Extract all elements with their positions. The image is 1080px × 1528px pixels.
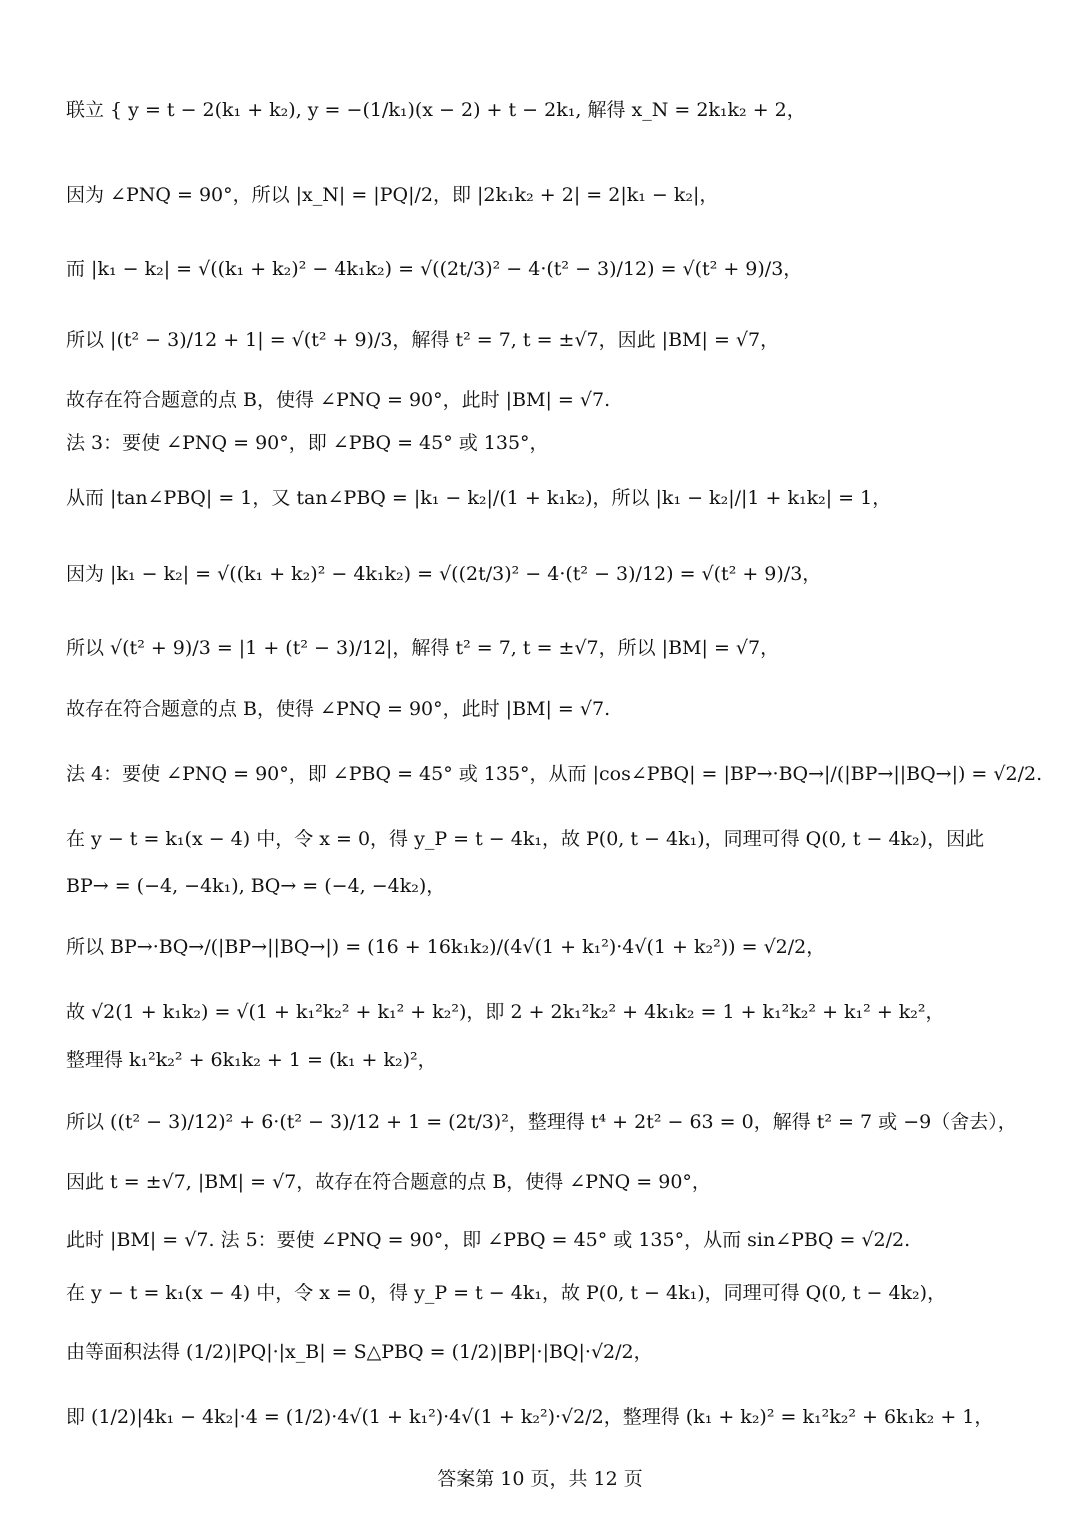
text-line: 在 y − t = k₁(x − 4) 中，令 x = 0，得 y_P = t − 4k₁，故 P(0, t − 4k₁)，同理可得 Q(0, t − 4k₂)，因此 <box>66 828 985 850</box>
text-line: 因为 ∠PNQ = 90°，所以 |x_N| = |PQ|/2，即 |2k₁k₂ + 2| = 2|k₁ − k₂|， <box>66 184 719 206</box>
text-line: 所以 ((t² − 3)/12)² + 6·(t² − 3)/12 + 1 = (2t/3)²，整理得 t⁴ + 2t² − 63 = 0，解得 t² = 7 或 −9（舍去）， <box>66 1111 1017 1133</box>
text-line: 由等面积法得 (1/2)|PQ|·|x_B| = S△PBQ = (1/2)|BP|·|BQ|·√2/2， <box>66 1341 653 1363</box>
text-line: 即 (1/2)|4k₁ − 4k₂|·4 = (1/2)·4√(1 + k₁²)·4√(1 + k₂²)·√2/2，整理得 (k₁ + k₂)² = k₁²k₂² + 6k₁k₂ + 1， <box>66 1406 994 1428</box>
text-line: 此时 |BM| = √7. 法 5：要使 ∠PNQ = 90°，即 ∠PBQ = 45° 或 135°，从而 sin∠PBQ = √2/2. <box>66 1229 911 1251</box>
text-line: 法 3：要使 ∠PNQ = 90°，即 ∠PBQ = 45° 或 135°， <box>66 432 549 454</box>
text-line: 所以 |(t² − 3)/12 + 1| = √(t² + 9)/3，解得 t² = 7, t = ±√7，因此 |BM| = √7， <box>66 329 780 351</box>
text-line: 法 4：要使 ∠PNQ = 90°，即 ∠PBQ = 45° 或 135°，从而 |cos∠PBQ| = |BP→·BQ→|/(|BP→||BQ→|) = √2/2. <box>66 763 1043 785</box>
text-line: 整理得 k₁²k₂² + 6k₁k₂ + 1 = (k₁ + k₂)²， <box>66 1049 437 1071</box>
text-line: 而 |k₁ − k₂| = √((k₁ + k₂)² − 4k₁k₂) = √((2t/3)² − 4·(t² − 3)/12) = √(t² + 9)/3， <box>66 258 803 280</box>
text-line: 在 y − t = k₁(x − 4) 中，令 x = 0，得 y_P = t − 4k₁，故 P(0, t − 4k₁)，同理可得 Q(0, t − 4k₂)， <box>66 1282 947 1304</box>
text-line: 所以 √(t² + 9)/3 = |1 + (t² − 3)/12|，解得 t² = 7, t = ±√7，所以 |BM| = √7， <box>66 637 780 659</box>
text-line: 从而 |tan∠PBQ| = 1，又 tan∠PBQ = |k₁ − k₂|/(1 + k₁k₂)，所以 |k₁ − k₂|/|1 + k₁k₂| = 1， <box>66 487 892 509</box>
text-line: 故 √2(1 + k₁k₂) = √(1 + k₁²k₂² + k₁² + k₂²)，即 2 + 2k₁²k₂² + 4k₁k₂ = 1 + k₁²k₂² + k₁² + k₂²， <box>66 1001 945 1023</box>
text-line: 因为 |k₁ − k₂| = √((k₁ + k₂)² − 4k₁k₂) = √((2t/3)² − 4·(t² − 3)/12) = √(t² + 9)/3， <box>66 563 822 585</box>
text-line: 联立 { y = t − 2(k₁ + k₂), y = −(1/k₁)(x − 2) + t − 2k₁, 解得 x_N = 2k₁k₂ + 2， <box>66 99 806 121</box>
text-line: 故存在符合题意的点 B，使得 ∠PNQ = 90°，此时 |BM| = √7. <box>66 698 611 720</box>
page-footer: 答案第 10 页，共 12 页 <box>437 1468 643 1490</box>
text-line: 故存在符合题意的点 B，使得 ∠PNQ = 90°，此时 |BM| = √7. <box>66 389 611 411</box>
text-line: BP→ = (−4, −4k₁), BQ→ = (−4, −4k₂)， <box>66 875 446 897</box>
text-line: 因此 t = ±√7, |BM| = √7，故存在符合题意的点 B，使得 ∠PNQ = 90°， <box>66 1171 711 1193</box>
text-line: 所以 BP→·BQ→/(|BP→||BQ→|) = (16 + 16k₁k₂)/(4√(1 + k₁²)·4√(1 + k₂²)) = √2/2， <box>66 936 826 958</box>
